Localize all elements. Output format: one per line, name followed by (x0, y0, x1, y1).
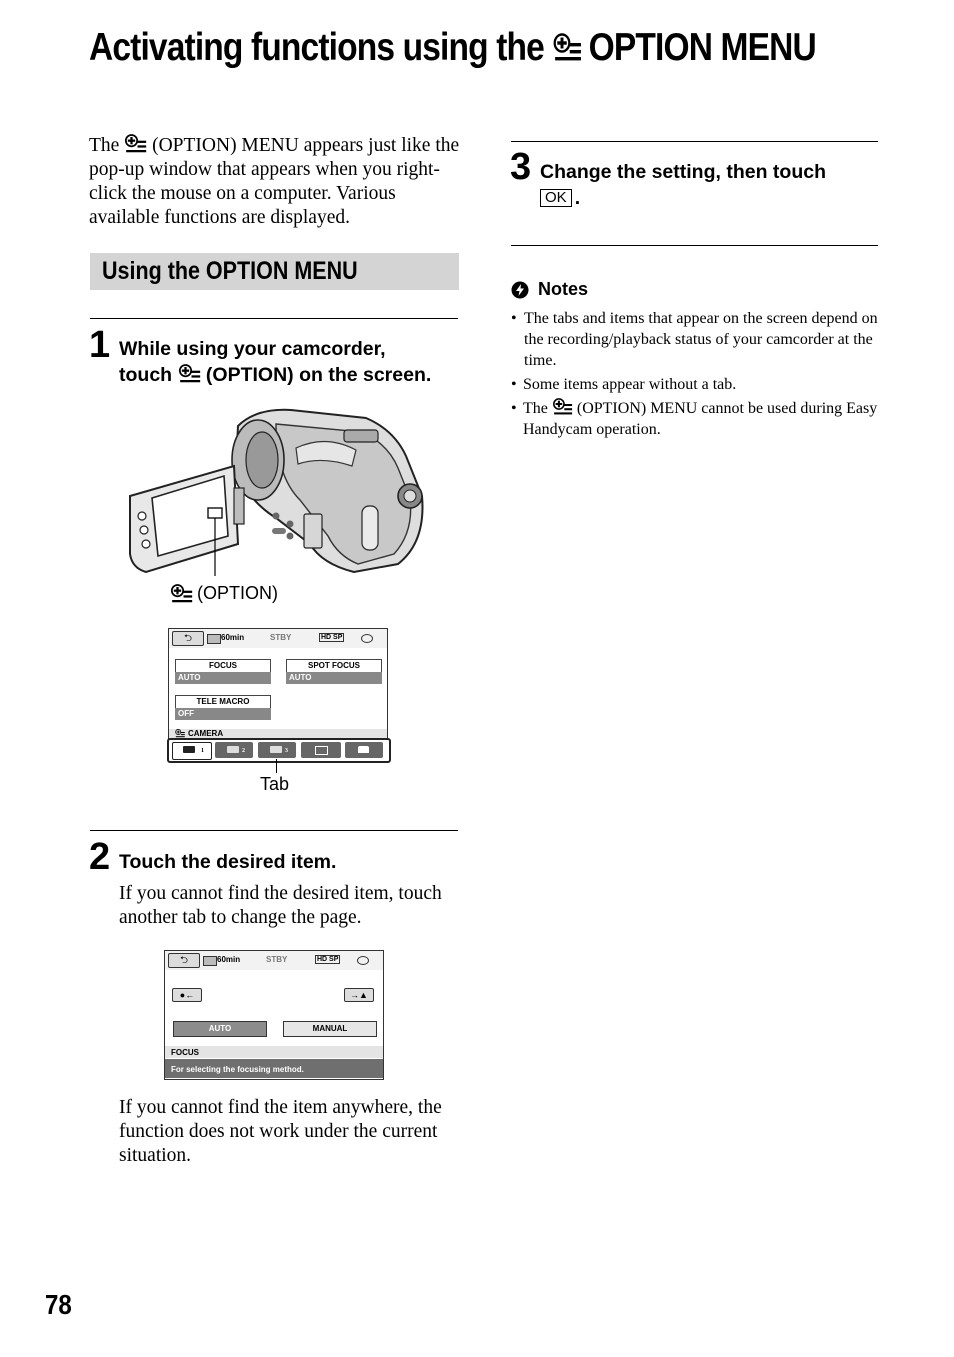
step2-number: 2 (89, 836, 111, 878)
list-item: • The (OPTION) MENU cannot be used during Easy Handycam operation. (511, 400, 878, 438)
person-icon: ● (179, 990, 186, 1000)
battery-remaining: 60min (221, 633, 245, 642)
page-title-prefix: Activating functions using the (89, 26, 544, 69)
battery-icon (207, 634, 221, 644)
custom-tab-icon (315, 746, 328, 755)
return-button[interactable]: ⮌ (172, 631, 204, 646)
camera-icon (227, 746, 239, 753)
step2-heading: Touch the desired item. (119, 851, 337, 873)
option-menu-icon (552, 398, 573, 416)
menu-item-focus[interactable]: FOCUS AUTO (175, 659, 271, 685)
focus-near-button[interactable]: ●← (172, 988, 202, 1002)
camera-icon (270, 746, 282, 753)
manual-button[interactable]: MANUAL (283, 1021, 377, 1037)
camera-icon (183, 746, 195, 753)
menu-item-spot-focus[interactable]: SPOT FOCUS AUTO (286, 659, 382, 685)
menu-item-tele-macro[interactable]: TELE MACRO OFF (175, 695, 271, 721)
toolbox-icon (358, 746, 369, 753)
option-menu-icon (178, 364, 201, 384)
recording-status: STBY (270, 633, 292, 642)
section-heading: Using the OPTION MENU (90, 253, 459, 290)
battery-remaining: 60min (217, 955, 241, 964)
tab-callout-line (276, 759, 277, 773)
camcorder-illustration (126, 404, 436, 576)
step2-divider (90, 830, 458, 831)
step3-bottom-divider (511, 245, 878, 246)
media-icon (357, 956, 369, 965)
item-description: For selecting the focusing method. (171, 1065, 304, 1074)
option-callout: (OPTION) (170, 583, 278, 604)
caution-icon (511, 281, 529, 299)
media-icon (361, 634, 373, 643)
tab-tools[interactable] (345, 742, 383, 758)
page-number: 78 (45, 1289, 72, 1320)
page-title-suffix: OPTION MENU (588, 26, 816, 69)
battery-icon (203, 956, 217, 966)
step2-after-text: If you cannot find the item anywhere, the function does not work under the current situation. (119, 1097, 442, 1166)
list-item: • Some items appear without a tab. (511, 376, 737, 393)
quality-mode: HD SP (317, 956, 339, 963)
step1-instruction: While using your camcorder, touch (OPTION) on the screen. (119, 338, 432, 386)
intro-paragraph: The (OPTION) MENU appears just like the pop-up window that appears when you right-click the mouse on a computer. Various available functions are displayed. (89, 135, 460, 228)
item-name: FOCUS (171, 1048, 199, 1057)
step2-body: If you cannot find the desired item, touch another tab to change the page. (119, 883, 442, 928)
tab-bar (167, 738, 391, 763)
page-title (89, 26, 816, 70)
tab-custom[interactable] (301, 742, 341, 758)
option-menu-icon (553, 33, 582, 63)
tab-callout: Tab (260, 774, 290, 794)
step1-number: 1 (89, 324, 111, 366)
option-menu-icon (124, 134, 147, 154)
focus-setting-screen (164, 950, 384, 1080)
tab-camera-2[interactable]: 2 (215, 742, 253, 758)
step3-divider (511, 141, 878, 142)
notes-list (511, 308, 893, 443)
recording-status: STBY (266, 955, 288, 964)
tab-camera-1[interactable]: 1 (172, 742, 212, 760)
notes-heading: Notes (511, 279, 588, 300)
option-menu-icon (174, 729, 186, 738)
category-label: CAMERA (188, 729, 224, 738)
step3-instruction: Change the setting, then touch OK . (540, 161, 826, 209)
step3-number: 3 (510, 146, 532, 188)
mountain-icon: ▲ (359, 990, 368, 1000)
auto-button[interactable]: AUTO (173, 1021, 267, 1037)
tab-camera-3[interactable]: 3 (258, 742, 296, 758)
return-button[interactable]: ⮌ (168, 953, 200, 968)
option-menu-icon (170, 584, 193, 604)
ok-button[interactable]: OK (540, 189, 572, 207)
list-item: • The tabs and items that appear on the screen depend on the recording/playback status of your camcorder at the time. (511, 310, 878, 369)
step1-divider (90, 318, 458, 319)
quality-mode: HD SP (321, 634, 343, 641)
focus-far-button[interactable]: →▲ (344, 988, 374, 1002)
